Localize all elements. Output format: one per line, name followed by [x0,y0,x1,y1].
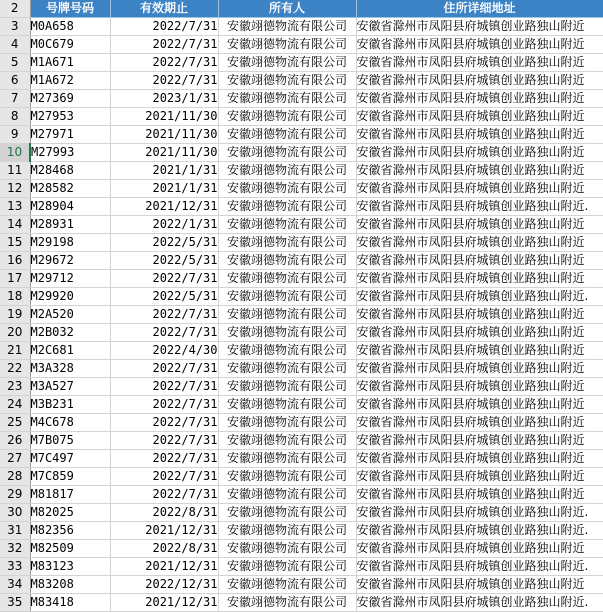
row-header[interactable]: 30 [0,504,30,522]
row-header[interactable]: 10 [0,144,30,162]
owner-cell[interactable]: 安徽翊德物流有限公司 [218,54,356,72]
table-row [0,324,603,342]
owner-cell[interactable]: 安徽翊德物流有限公司 [218,594,356,612]
expiry-date-cell[interactable]: 2021/12/31 [110,522,218,540]
expiry-date-cell[interactable]: 2022/7/31 [110,72,218,90]
plate-number-cell[interactable]: M82509 [30,540,110,558]
plate-number-cell[interactable]: M7C859 [30,468,110,486]
address-cell[interactable]: 安徽省滁州市凤阳县府城镇创业路独山附近 [356,270,603,288]
table-row [0,360,603,378]
table-row [0,558,603,576]
table-row [0,432,603,450]
expiry-date-cell[interactable]: 2022/7/31 [110,414,218,432]
expiry-date-cell[interactable]: 2021/12/31 [110,198,218,216]
owner-cell[interactable]: 安徽翊德物流有限公司 [218,72,356,90]
table-row [0,72,603,90]
plate-number-cell[interactable]: M28582 [30,180,110,198]
address-cell[interactable]: 安徽省滁州市凤阳县府城镇创业路独山附近 [356,36,603,54]
owner-cell[interactable]: 安徽翊德物流有限公司 [218,324,356,342]
row-header[interactable]: 13 [0,198,30,216]
row-header[interactable]: 7 [0,90,30,108]
address-cell[interactable]: 安徽省滁州市凤阳县府城镇创业路独山附近 [356,180,603,198]
plate-number-cell[interactable]: M3B231 [30,396,110,414]
expiry-date-cell[interactable]: 2022/5/31 [110,234,218,252]
expiry-date-cell[interactable]: 2022/12/31 [110,576,218,594]
address-cell[interactable]: 安徽省滁州市凤阳县府城镇创业路独山附近 [356,432,603,450]
address-cell[interactable]: 安徽省滁州市凤阳县府城镇创业路独山附近 [356,576,603,594]
row-header[interactable]: 27 [0,450,30,468]
row-header[interactable]: 11 [0,162,30,180]
plate-number-cell[interactable]: M0A658 [30,18,110,36]
row-header[interactable]: 23 [0,378,30,396]
row-header[interactable]: 5 [0,54,30,72]
address-cell[interactable]: 安徽省滁州市凤阳县府城镇创业路独山附近 [356,540,603,558]
address-cell[interactable]: 安徽省滁州市凤阳县府城镇创业路独山附近 [356,162,603,180]
owner-cell[interactable]: 安徽翊德物流有限公司 [218,504,356,522]
table-row [0,540,603,558]
address-cell[interactable]: 安徽省滁州市凤阳县府城镇创业路独山附近 [356,18,603,36]
expiry-date-cell[interactable]: 2022/7/31 [110,486,218,504]
expiry-date-cell[interactable]: 2022/5/31 [110,288,218,306]
header-address[interactable]: 住所详细地址 [356,0,603,18]
plate-number-cell[interactable]: M29672 [30,252,110,270]
expiry-date-cell[interactable]: 2022/4/30 [110,342,218,360]
owner-cell[interactable]: 安徽翊德物流有限公司 [218,576,356,594]
owner-cell[interactable]: 安徽翊德物流有限公司 [218,252,356,270]
row-header[interactable]: 31 [0,522,30,540]
row-header[interactable]: 25 [0,414,30,432]
plate-number-cell[interactable]: M7B075 [30,432,110,450]
address-cell[interactable]: 安徽省滁州市凤阳县府城镇创业路独山附近 [356,450,603,468]
plate-number-cell[interactable]: M29198 [30,234,110,252]
expiry-date-cell[interactable]: 2022/7/31 [110,378,218,396]
expiry-date-cell[interactable]: 2022/7/31 [110,270,218,288]
plate-number-cell[interactable]: M1A672 [30,72,110,90]
expiry-date-cell[interactable]: 2022/7/31 [110,18,218,36]
address-cell[interactable]: 安徽省滁州市凤阳县府城镇创业路独山附近 [356,54,603,72]
address-cell[interactable]: 安徽省滁州市凤阳县府城镇创业路独山附近. [356,198,603,216]
address-cell[interactable]: 安徽省滁州市凤阳县府城镇创业路独山附近 [356,342,603,360]
row-header[interactable]: 15 [0,234,30,252]
owner-cell[interactable]: 安徽翊德物流有限公司 [218,18,356,36]
table-row [0,198,603,216]
plate-number-cell[interactable]: M0C679 [30,36,110,54]
owner-cell[interactable]: 安徽翊德物流有限公司 [218,450,356,468]
plate-number-cell[interactable]: M29712 [30,270,110,288]
plate-number-cell[interactable]: M27953 [30,108,110,126]
plate-number-cell[interactable]: M2B032 [30,324,110,342]
address-cell[interactable]: 安徽省滁州市凤阳县府城镇创业路独山附近 [356,360,603,378]
address-cell[interactable]: 安徽省滁州市凤阳县府城镇创业路独山附近 [356,324,603,342]
owner-cell[interactable]: 安徽翊德物流有限公司 [218,486,356,504]
address-cell[interactable]: 安徽省滁州市凤阳县府城镇创业路独山附近 [356,126,603,144]
row-header[interactable]: 22 [0,360,30,378]
address-cell[interactable]: 安徽省滁州市凤阳县府城镇创业路独山附近 [356,396,603,414]
address-cell[interactable]: 安徽省滁州市凤阳县府城镇创业路独山附近. [356,504,603,522]
table-row [0,252,603,270]
address-cell[interactable]: 安徽省滁州市凤阳县府城镇创业路独山附近. [356,558,603,576]
expiry-date-cell[interactable]: 2021/11/30 [110,108,218,126]
address-cell[interactable]: 安徽省滁州市凤阳县府城镇创业路独山附近 [356,486,603,504]
plate-number-cell[interactable]: M4C678 [30,414,110,432]
table-row [0,18,603,36]
table-row [0,108,603,126]
expiry-date-cell[interactable]: 2022/7/31 [110,54,218,72]
address-cell[interactable]: 安徽省滁州市凤阳县府城镇创业路独山附近 [356,234,603,252]
address-cell[interactable]: 安徽省滁州市凤阳县府城镇创业路独山附近 [356,306,603,324]
table-row [0,216,603,234]
header-expiry-date[interactable]: 有效期止 [110,0,218,18]
owner-cell[interactable]: 安徽翊德物流有限公司 [218,108,356,126]
owner-cell[interactable]: 安徽翊德物流有限公司 [218,234,356,252]
table-row [0,342,603,360]
row-header[interactable]: 16 [0,252,30,270]
row-header[interactable]: 34 [0,576,30,594]
table-row [0,522,603,540]
owner-cell[interactable]: 安徽翊德物流有限公司 [218,126,356,144]
expiry-date-cell[interactable]: 2022/7/31 [110,324,218,342]
owner-cell[interactable]: 安徽翊德物流有限公司 [218,90,356,108]
row-header[interactable]: 8 [0,108,30,126]
plate-number-cell[interactable]: M28931 [30,216,110,234]
plate-number-cell[interactable]: M82025 [30,504,110,522]
owner-cell[interactable]: 安徽翊德物流有限公司 [218,270,356,288]
row-header[interactable]: 24 [0,396,30,414]
plate-number-cell[interactable]: M1A671 [30,54,110,72]
row-header[interactable]: 17 [0,270,30,288]
expiry-date-cell[interactable]: 2021/1/31 [110,180,218,198]
table-row [0,486,603,504]
row-header[interactable]: 3 [0,18,30,36]
address-cell[interactable]: 安徽省滁州市凤阳县府城镇创业路独山附近 [356,144,603,162]
address-cell[interactable]: 安徽省滁州市凤阳县府城镇创业路独山附近. [356,594,603,612]
row-header[interactable]: 19 [0,306,30,324]
owner-cell[interactable]: 安徽翊德物流有限公司 [218,198,356,216]
address-cell[interactable]: 安徽省滁州市凤阳县府城镇创业路独山附近. [356,522,603,540]
row-header[interactable]: 33 [0,558,30,576]
owner-cell[interactable]: 安徽翊德物流有限公司 [218,36,356,54]
row-header[interactable]: 6 [0,72,30,90]
table-row [0,468,603,486]
table-row [0,234,603,252]
plate-number-cell[interactable]: M27369 [30,90,110,108]
row-header[interactable]: 35 [0,594,30,612]
plate-number-cell[interactable]: M29920 [30,288,110,306]
expiry-date-cell[interactable]: 2021/11/30 [110,144,218,162]
table-row [0,54,603,72]
owner-cell[interactable]: 安徽翊德物流有限公司 [218,558,356,576]
owner-cell[interactable]: 安徽翊德物流有限公司 [218,306,356,324]
expiry-date-cell[interactable]: 2022/7/31 [110,360,218,378]
table-row [0,180,603,198]
row-header[interactable]: 21 [0,342,30,360]
owner-cell[interactable]: 安徽翊德物流有限公司 [218,414,356,432]
owner-cell[interactable]: 安徽翊德物流有限公司 [218,432,356,450]
address-cell[interactable]: 安徽省滁州市凤阳县府城镇创业路独山附近 [356,90,603,108]
plate-number-cell[interactable]: M2C681 [30,342,110,360]
row-header[interactable]: 4 [0,36,30,54]
row-header[interactable]: 29 [0,486,30,504]
address-cell[interactable]: 安徽省滁州市凤阳县府城镇创业路独山附近 [356,72,603,90]
plate-number-cell[interactable]: M83123 [30,558,110,576]
row-header[interactable]: 12 [0,180,30,198]
plate-number-cell[interactable]: M2A520 [30,306,110,324]
owner-cell[interactable]: 安徽翊德物流有限公司 [218,162,356,180]
table-row [0,90,603,108]
plate-number-cell[interactable]: M82356 [30,522,110,540]
plate-number-cell[interactable]: M81817 [30,486,110,504]
owner-cell[interactable]: 安徽翊德物流有限公司 [218,396,356,414]
expiry-date-cell[interactable]: 2021/12/31 [110,558,218,576]
expiry-date-cell[interactable]: 2021/11/30 [110,126,218,144]
owner-cell[interactable]: 安徽翊德物流有限公司 [218,360,356,378]
expiry-date-cell[interactable]: 2022/5/31 [110,252,218,270]
table-row [0,378,603,396]
plate-number-cell[interactable]: M27971 [30,126,110,144]
address-cell[interactable]: 安徽省滁州市凤阳县府城镇创业路独山附近. [356,288,603,306]
row-header[interactable]: 14 [0,216,30,234]
expiry-date-cell[interactable]: 2021/12/31 [110,594,218,612]
plate-number-cell[interactable]: M28904 [30,198,110,216]
row-header[interactable]: 26 [0,432,30,450]
expiry-date-cell[interactable]: 2022/7/31 [110,396,218,414]
row-header[interactable]: 32 [0,540,30,558]
table-row [0,306,603,324]
expiry-date-cell[interactable]: 2022/8/31 [110,504,218,522]
plate-number-cell[interactable]: M83418 [30,594,110,612]
plate-number-cell[interactable]: M28468 [30,162,110,180]
expiry-date-cell[interactable]: 2022/1/31 [110,216,218,234]
expiry-date-cell[interactable]: 2023/1/31 [110,90,218,108]
owner-cell[interactable]: 安徽翊德物流有限公司 [218,288,356,306]
address-cell[interactable]: 安徽省滁州市凤阳县府城镇创业路独山附近 [356,108,603,126]
plate-number-cell[interactable]: M7C497 [30,450,110,468]
table-row [0,36,603,54]
table-row [0,504,603,522]
owner-cell[interactable]: 安徽翊德物流有限公司 [218,378,356,396]
row-header[interactable]: 2 [0,0,30,18]
row-header[interactable]: 20 [0,324,30,342]
table-row [0,450,603,468]
table-row [0,414,603,432]
owner-cell[interactable]: 安徽翊德物流有限公司 [218,468,356,486]
owner-cell[interactable]: 安徽翊德物流有限公司 [218,216,356,234]
owner-cell[interactable]: 安徽翊德物流有限公司 [218,342,356,360]
owner-cell[interactable]: 安徽翊德物流有限公司 [218,522,356,540]
expiry-date-cell[interactable]: 2022/7/31 [110,306,218,324]
table-row [0,576,603,594]
address-cell[interactable]: 安徽省滁州市凤阳县府城镇创业路独山附近 [356,468,603,486]
owner-cell[interactable]: 安徽翊德物流有限公司 [218,144,356,162]
expiry-date-cell[interactable]: 2022/7/31 [110,468,218,486]
table-row [0,288,603,306]
table-row [0,270,603,288]
plate-number-cell[interactable]: M83208 [30,576,110,594]
expiry-date-cell[interactable]: 2022/7/31 [110,36,218,54]
plate-number-cell[interactable]: M3A328 [30,360,110,378]
header-plate-number[interactable]: 号牌号码 [30,0,110,18]
table-row [0,162,603,180]
expiry-date-cell[interactable]: 2022/8/31 [110,540,218,558]
address-cell[interactable]: 安徽省滁州市凤阳县府城镇创业路独山附近 [356,252,603,270]
header-row [0,0,603,18]
expiry-date-cell[interactable]: 2021/1/31 [110,162,218,180]
table-row [0,396,603,414]
address-cell[interactable]: 安徽省滁州市凤阳县府城镇创业路独山附近 [356,414,603,432]
owner-cell[interactable]: 安徽翊德物流有限公司 [218,540,356,558]
expiry-date-cell[interactable]: 2022/7/31 [110,450,218,468]
table-row [0,594,603,612]
expiry-date-cell[interactable]: 2022/7/31 [110,432,218,450]
address-cell[interactable]: 安徽省滁州市凤阳县府城镇创业路独山附近 [356,378,603,396]
plate-number-cell[interactable]: M3A527 [30,378,110,396]
address-cell[interactable]: 安徽省滁州市凤阳县府城镇创业路独山附近 [356,216,603,234]
row-header[interactable]: 18 [0,288,30,306]
header-owner[interactable]: 所有人 [218,0,356,18]
table-row [0,126,603,144]
plate-number-cell[interactable]: M27993 [30,144,110,162]
row-header[interactable]: 28 [0,468,30,486]
owner-cell[interactable]: 安徽翊德物流有限公司 [218,180,356,198]
row-header[interactable]: 9 [0,126,30,144]
table-row [0,144,603,162]
